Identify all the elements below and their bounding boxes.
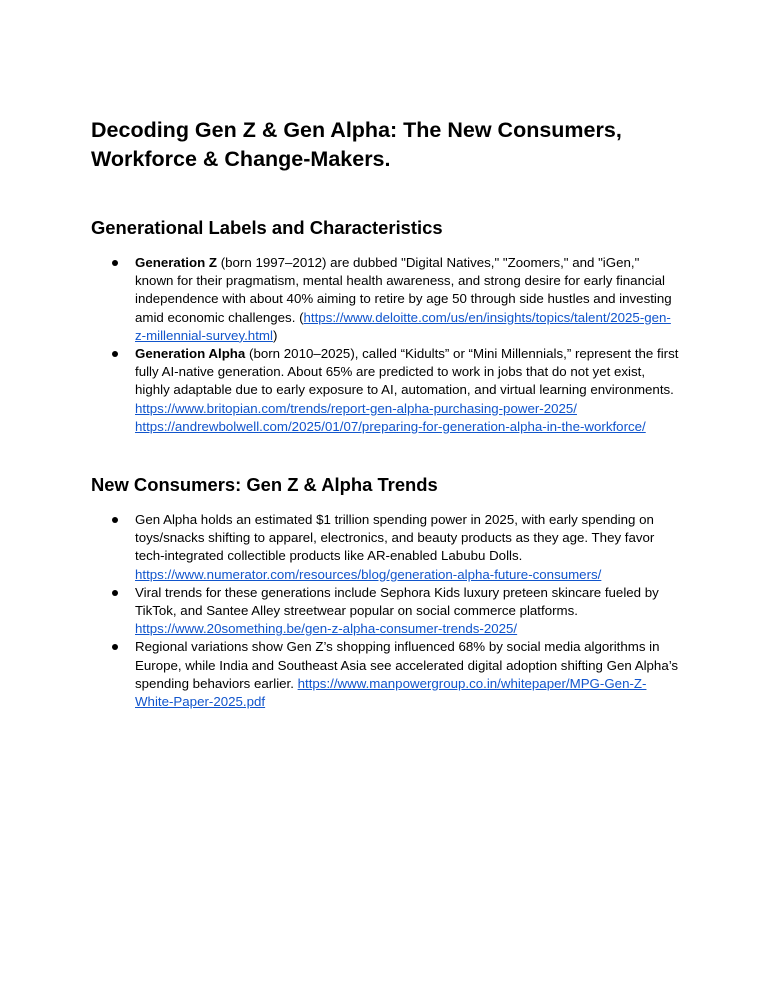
section-heading-generational-labels: Generational Labels and Characteristics xyxy=(91,217,443,238)
list-item-text xyxy=(135,638,679,711)
item-description: Regional variations show Gen Z’s shopping influenced 68% by social media algorithms in Europe, while India and Southeast Asia see accelerated digital adoption shifting Gen Alpha’s spending behaviors earlier. xyxy=(135,639,679,691)
document-title: Decoding Gen Z & Gen Alpha: The New Consumers, Workforce & Change-Makers. xyxy=(91,118,622,171)
source-link[interactable]: https://www.britopian.com/trends/report-gen-alpha-purchasing-power-2025/ xyxy=(135,400,577,416)
document-body xyxy=(91,116,679,711)
source-link[interactable]: https://www.manpowergroup.co.in/whitepaper/MPG-Gen-Z-White-Paper-2025.pdf xyxy=(135,675,647,710)
bullet-icon xyxy=(112,254,120,272)
closing-paren: ) xyxy=(272,327,278,343)
list-item xyxy=(91,584,679,639)
source-link[interactable]: https://www.numerator.com/resources/blog/generation-alpha-future-consumers/ xyxy=(135,566,602,582)
item-description: (born 1997–2012) are dubbed "Digital Natives," "Zoomers," and "iGen," known for their pragmatism, mental health awareness, and strong desire for early financial independence with about 40% aiming to retire by age 50 through side hustles and investing amid economic challenges. ( xyxy=(135,255,672,325)
bullet-icon xyxy=(112,638,120,656)
list-item xyxy=(91,254,679,345)
term-label: Generation Z xyxy=(135,255,218,270)
item-description: Viral trends for these generations include Sephora Kids luxury preteen skincare fueled by TikTok, and Santee Alley streetwear popular on social commerce platforms. xyxy=(135,584,659,619)
list-item xyxy=(91,638,679,711)
item-description: Gen Alpha holds an estimated $1 trillion spending power in 2025, with early spending on toys/snacks shifting to apparel, electronics, and beauty products as they age. They favor tech-integrated collectible products like AR-enabled Labubu Dolls. xyxy=(135,512,655,564)
term-label: Generation Alpha xyxy=(135,346,246,362)
list-item-text xyxy=(135,254,679,345)
bullet-icon xyxy=(112,584,120,602)
list-item-text xyxy=(135,345,679,436)
bullet-icon xyxy=(112,511,120,529)
item-description: (born 2010–2025), called “Kidults” or “Mini Millennials,” represent the first fully AI-native generation. About 65% are predicted to work in jobs that do not yet exist, highly adaptable due to early exposure to AI, automation, and virtual learning environments. xyxy=(135,346,679,398)
source-link[interactable]: https://andrewbolwell.com/2025/01/07/preparing-for-generation-alpha-in-the-workforce/ xyxy=(135,418,646,434)
list-item xyxy=(91,511,679,584)
list-item-text xyxy=(135,584,679,639)
source-link[interactable]: https://www.20something.be/gen-z-alpha-consumer-trends-2025/ xyxy=(135,621,518,637)
list-item-text xyxy=(135,511,679,584)
bullet-list-generational-labels xyxy=(91,254,679,436)
bullet-icon xyxy=(112,345,120,363)
bullet-list-new-consumers xyxy=(91,511,679,711)
section-heading-new-consumers: New Consumers: Gen Z & Alpha Trends xyxy=(91,474,438,496)
source-link[interactable]: https://www.deloitte.com/us/en/insights/topics/talent/2025-gen-z-millennial-survey.html xyxy=(135,309,671,343)
list-item xyxy=(91,345,679,436)
